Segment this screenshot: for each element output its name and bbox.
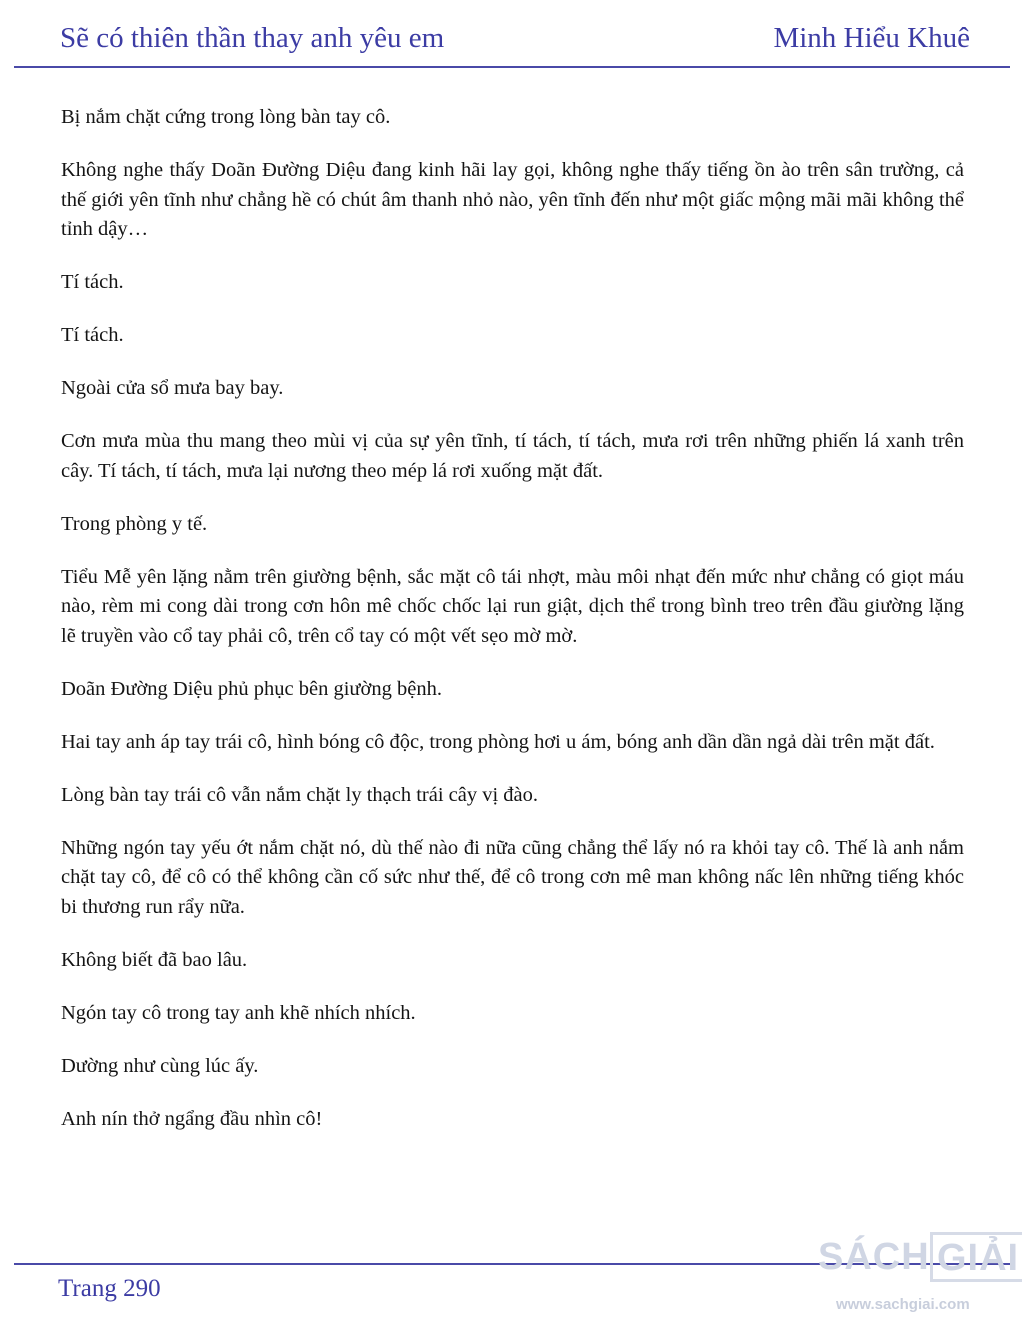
paragraph: Tiểu Mễ yên lặng nằm trên giường bệnh, sắc mặt cô tái nhợt, màu môi nhạt đến mức như chẳng có giọt máu nào, rèm mi cong dài trong cơn hôn mê chốc chốc lại run giật, dịch thể trong bình treo trên đầu giường lặng lẽ truyền vào cổ tay phải cô, trên cổ tay có một vết sẹo mờ mờ. (61, 565, 964, 647)
watermark-logo-frame (930, 1232, 1022, 1282)
paragraph: Ngoài cửa sổ mưa bay bay. (61, 377, 284, 399)
book-title: Sẽ có thiên thần thay anh yêu em (60, 22, 445, 54)
paragraph: Bị nắm chặt cứng trong lòng bàn tay cô. (61, 106, 391, 128)
paragraph: Không nghe thấy Doãn Đường Diệu đang kinh hãi lay gọi, không nghe thấy tiếng ồn ào trên sân trường, cả thế giới yên tĩnh như chẳng hề có chút âm thanh nhỏ nào, yên tĩnh đến như một giấc mộng mãi mãi không thể tỉnh dậy… (61, 159, 964, 240)
watermark-url: www.sachgiai.com (836, 1296, 970, 1313)
page-body (61, 103, 964, 1158)
paragraph: Hai tay anh áp tay trái cô, hình bóng cô độc, trong phòng hơi u ám, bóng anh dần dần ngả dài trên mặt đất. (61, 730, 935, 753)
paragraph: Ngón tay cô trong tay anh khẽ nhích nhích. (61, 1001, 416, 1024)
paragraph: Tí tách. (61, 271, 124, 293)
paragraph: Những ngón tay yếu ớt nắm chặt nó, dù thế nào đi nữa cũng chẳng thể lấy nó ra khỏi tay cô. Thế là anh nắm chặt tay cô, để cô có thể không cần cố sức như thế, để cô trong cơn mê man không nấc lên những tiếng khóc bi thương run rẩy nữa. (61, 836, 964, 918)
page-header (14, 0, 1010, 68)
paragraph: Dường như cùng lúc ấy. (61, 1054, 259, 1077)
paragraph: Doãn Đường Diệu phủ phục bên giường bệnh. (61, 677, 442, 700)
watermark-logo (818, 1232, 1024, 1286)
paragraph: Không biết đã bao lâu. (61, 948, 248, 971)
paragraph: Cơn mưa mùa thu mang theo mùi vị của sự yên tĩnh, tí tách, tí tách, mưa rơi trên những phiến lá xanh trên cây. Tí tách, tí tách, mưa lại nương theo mép lá rơi xuống mặt đất. (61, 430, 964, 482)
paragraph: Anh nín thở ngẩng đầu nhìn cô! (61, 1107, 323, 1130)
watermark-logo-text-sach: SÁCH (818, 1236, 930, 1278)
paragraph: Tí tách. (61, 324, 124, 346)
author-name: Minh Hiểu Khuê (773, 22, 970, 54)
paragraph: Lòng bàn tay trái cô vẫn nắm chặt ly thạch trái cây vị đào. (61, 783, 539, 806)
page-number: Trang 290 (58, 1275, 161, 1302)
watermark-logo-text-giai: GIẢI (937, 1237, 1020, 1279)
paragraph: Trong phòng y tế. (61, 512, 208, 535)
